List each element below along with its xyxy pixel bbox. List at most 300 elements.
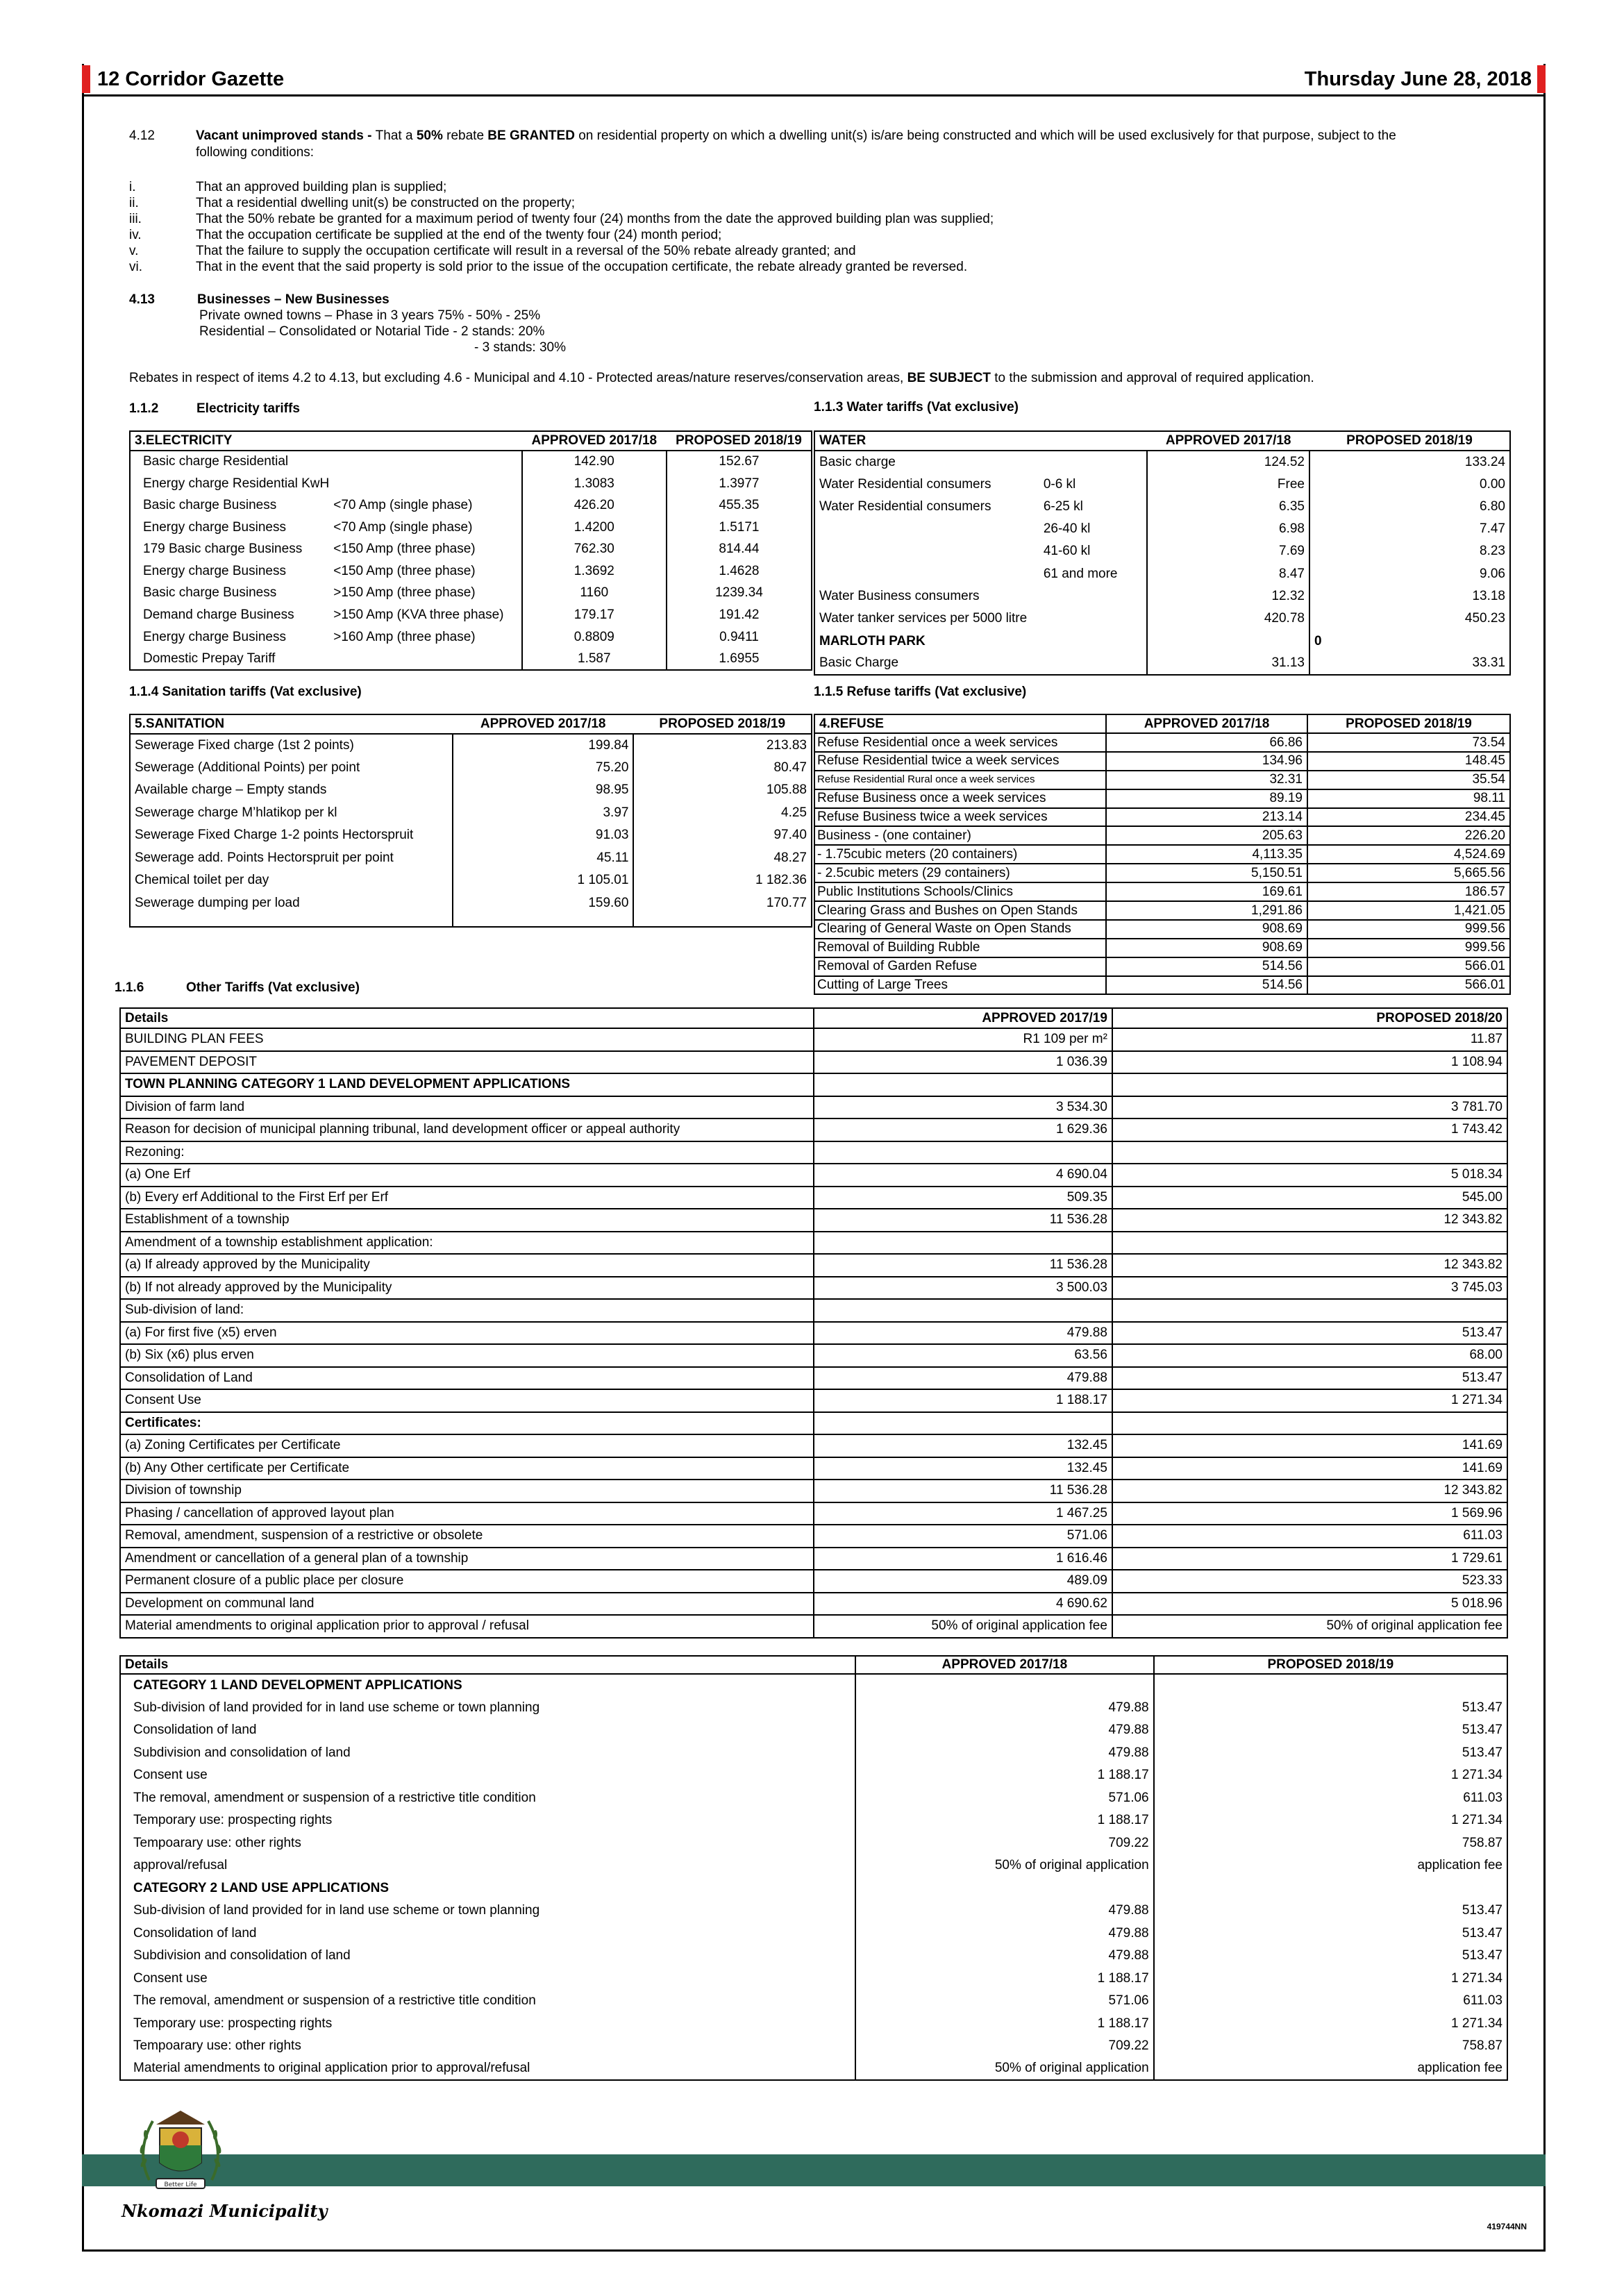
approved-value: 3 534.30 xyxy=(814,1096,1112,1119)
detail-item: Development on communal land xyxy=(120,1593,814,1616)
table-row xyxy=(120,1719,1507,1742)
detail-item: (a) One Erf xyxy=(120,1164,814,1187)
detail-item: Division of township xyxy=(120,1480,814,1502)
condition-number: vi. xyxy=(129,260,142,274)
table-row xyxy=(120,1548,1507,1570)
tariff-condition: <150 Amp (three phase) xyxy=(333,542,476,557)
tariff-item: Cutting of Large Trees xyxy=(814,976,1106,995)
approved-value: 11 536.28 xyxy=(814,1480,1112,1502)
approved-value: 709.22 xyxy=(855,2035,1154,2058)
proposed-value: 611.03 xyxy=(1154,1990,1507,2013)
approved-value: Free xyxy=(1147,473,1309,495)
rebates-note: Rebates in respect of items 4.2 to 4.13, but excluding 4.6 - Municipal and 4.10 - Protected areas/nature reserves/conservation areas, BE SUBJECT to the submission and approval of required application. xyxy=(129,371,1314,385)
condition-text: That an approved building plan is supplied; xyxy=(196,180,447,194)
column-header: APPROVED 2017/18 xyxy=(855,1656,1154,1674)
table-row xyxy=(130,517,812,539)
approved-value: 6.35 xyxy=(1147,496,1309,518)
tariff-condition: >150 Amp (KVA three phase) xyxy=(333,607,504,623)
water-table-wrap xyxy=(814,430,1511,676)
detail-item: Reason for decision of municipal planning tribunal, land development officer or appeal authority xyxy=(120,1118,814,1141)
detail-item: Consent use xyxy=(133,1970,208,1986)
table-row xyxy=(814,733,1510,752)
table-row xyxy=(120,1922,1507,1945)
table-row xyxy=(130,802,812,825)
proposed-value: 1 271.34 xyxy=(1112,1389,1507,1412)
tariff-item: Water Residential consumers xyxy=(819,498,991,514)
detail-item: PAVEMENT DEPOSIT xyxy=(120,1051,814,1074)
heading-112: Electricity tariffs xyxy=(196,401,300,416)
tariff-item: Sewerage (Additional Points) per point xyxy=(135,760,360,775)
approved-value: 6.98 xyxy=(1147,518,1309,540)
table-row xyxy=(814,901,1510,920)
detail-item: Temporary use: prospecting rights xyxy=(133,1813,333,1828)
approved-value: 66.86 xyxy=(1106,733,1307,752)
proposed-value: 98.11 xyxy=(1307,789,1510,808)
table-row xyxy=(814,845,1510,864)
issue-date: Thursday June 28, 2018 xyxy=(1304,68,1532,90)
table-row xyxy=(120,1809,1507,1832)
approved-value: 8.47 xyxy=(1147,562,1309,585)
proposed-value: 152.67 xyxy=(667,451,812,473)
approved-value: 89.19 xyxy=(1106,789,1307,808)
column-header: PROPOSED 2018/19 xyxy=(659,717,786,732)
table-row xyxy=(130,626,812,648)
detail-item: Consolidation of land xyxy=(133,1723,257,1738)
detail-item: Consent Use xyxy=(120,1389,814,1412)
approved-value: 1 629.36 xyxy=(814,1118,1112,1141)
proposed-value: 566.01 xyxy=(1307,957,1510,976)
approved-value: 5,150.51 xyxy=(1106,864,1307,882)
condition-text: That the 50% rebate be granted for a maximum period of twenty four (24) months from the date the approved building plan was supplied; xyxy=(196,212,994,226)
condition-number: v. xyxy=(129,244,139,258)
proposed-value: 186.57 xyxy=(1307,882,1510,901)
proposed-value: 455.35 xyxy=(667,494,812,517)
table-row xyxy=(120,1028,1507,1051)
proposed-value xyxy=(1112,1073,1507,1096)
approved-value: 479.88 xyxy=(814,1322,1112,1345)
section-413-title: Businesses – New Businesses xyxy=(197,292,390,307)
heading-116-number: 1.1.6 xyxy=(115,980,144,995)
approved-value: 479.88 xyxy=(814,1367,1112,1390)
approved-value: 7.69 xyxy=(1147,540,1309,562)
proposed-value: 566.01 xyxy=(1307,976,1510,995)
tariff-item xyxy=(814,518,1044,540)
refuse-table xyxy=(814,714,1511,995)
approved-value: 1160 xyxy=(522,583,667,605)
table-row xyxy=(814,920,1510,939)
column-header: APPROVED 2017/18 xyxy=(1106,714,1307,733)
tariff-item: Removal of Building Rubble xyxy=(814,939,1106,957)
approved-value: 514.56 xyxy=(1106,957,1307,976)
tariff-item: Basic charge xyxy=(819,454,896,469)
refuse-table-wrap xyxy=(814,714,1511,995)
proposed-value: 33.31 xyxy=(1309,653,1510,675)
section-number-413: 4.13 xyxy=(129,292,155,307)
approved-value: 479.88 xyxy=(855,1719,1154,1742)
table-row xyxy=(120,1764,1507,1787)
approved-value: 479.88 xyxy=(855,1742,1154,1765)
approved-value: 762.30 xyxy=(522,538,667,560)
approved-value: 32.31 xyxy=(1106,771,1307,789)
proposed-value: 0 xyxy=(1309,630,1510,652)
column-header: APPROVED 2017/18 xyxy=(531,433,658,449)
approved-value: 1 188.17 xyxy=(855,1968,1154,1991)
approved-value: 1.3692 xyxy=(522,560,667,583)
notice-code: 419744NN xyxy=(1487,2222,1527,2231)
table-row xyxy=(130,451,812,473)
column-header: PROPOSED 2018/19 xyxy=(1346,433,1473,449)
proposed-value: 1 271.34 xyxy=(1154,2013,1507,2036)
tariff-condition xyxy=(333,648,521,670)
detail-item: Removal, amendment, suspension of a restrictive or obsolete xyxy=(120,1525,814,1548)
tariff-item: Energy charge Business xyxy=(143,519,286,535)
column-header: PROPOSED 2018/19 xyxy=(1307,714,1510,733)
detail-item: Phasing / cancellation of approved layout plan xyxy=(120,1502,814,1525)
table-row xyxy=(130,847,812,870)
proposed-value: 1 569.96 xyxy=(1112,1502,1507,1525)
approved-value: 91.03 xyxy=(453,824,634,847)
table-row xyxy=(814,451,1510,473)
tariff-item: Removal of Garden Refuse xyxy=(814,957,1106,976)
section-412-text: Vacant unimproved stands - That a 50% rebate BE GRANTED on residential property on which a dwelling unit(s) is/are being constructed and which will be used exclusively for that purpose, subject to the xyxy=(196,128,1396,143)
table-row xyxy=(130,869,812,892)
proposed-value: 0.9411 xyxy=(667,626,812,648)
other-tariffs-table-wrap xyxy=(119,1007,1508,1639)
proposed-value: 545.00 xyxy=(1112,1187,1507,1209)
approved-value: 479.88 xyxy=(855,1922,1154,1945)
table-row xyxy=(120,1209,1507,1232)
electricity-table xyxy=(129,430,812,671)
proposed-value: 5,665.56 xyxy=(1307,864,1510,882)
table-row xyxy=(130,757,812,780)
proposed-value: application fee xyxy=(1154,1854,1507,1877)
proposed-value: 1 271.34 xyxy=(1154,1968,1507,1991)
approved-value xyxy=(814,1073,1112,1096)
tariff-item: Chemical toilet per day xyxy=(135,873,269,888)
heading-114: 1.1.4 Sanitation tariffs (Vat exclusive) xyxy=(129,685,362,699)
tariff-condition: >150 Amp (three phase) xyxy=(333,585,476,601)
approved-value: 1.3083 xyxy=(522,473,667,495)
approved-value: 12.32 xyxy=(1147,585,1309,607)
detail-item: Amendment of a township establishment application: xyxy=(120,1232,814,1255)
proposed-value: 170.77 xyxy=(633,892,812,915)
proposed-value: 611.03 xyxy=(1154,1787,1507,1810)
proposed-value: 133.24 xyxy=(1309,451,1510,473)
tariff-item: Refuse Residential Rural once a week services xyxy=(814,771,1106,789)
detail-item: (a) If already approved by the Municipality xyxy=(120,1254,814,1277)
proposed-value xyxy=(1112,1412,1507,1435)
approved-value: 50% of original application xyxy=(855,1854,1154,1877)
condition-text: That a residential dwelling unit(s) be constructed on the property; xyxy=(196,196,576,210)
table-row xyxy=(120,1854,1507,1877)
table-row xyxy=(814,473,1510,495)
approved-value: 11 536.28 xyxy=(814,1254,1112,1277)
approved-value: 4 690.04 xyxy=(814,1164,1112,1187)
detail-item: Permanent closure of a public place per closure xyxy=(120,1570,814,1593)
approved-value xyxy=(1147,630,1309,652)
header-accent-right xyxy=(1537,65,1546,93)
tariff-item: Sewerage charge M’hlatikop per kl xyxy=(135,805,337,820)
tariff-item: Available charge – Empty stands xyxy=(135,782,327,798)
tariff-item: Public Institutions Schools/Clinics xyxy=(814,882,1106,901)
tariff-item: MARLOTH PARK xyxy=(819,633,926,648)
detail-item: Certificates: xyxy=(120,1412,814,1435)
proposed-value: 1 729.61 xyxy=(1112,1548,1507,1570)
tariff-condition: <70 Amp (single phase) xyxy=(333,519,473,535)
table-row xyxy=(814,585,1510,607)
tariff-item: Basic charge Business xyxy=(143,498,277,513)
table-row xyxy=(120,1277,1507,1300)
tariff-item: Business - (one container) xyxy=(814,826,1106,845)
approved-value: 169.61 xyxy=(1106,882,1307,901)
approved-value xyxy=(814,1141,1112,1164)
table-row xyxy=(130,494,812,517)
proposed-value: 7.47 xyxy=(1309,518,1510,540)
sanitation-table xyxy=(129,714,812,928)
table-row xyxy=(120,1164,1507,1187)
table-row xyxy=(120,1434,1507,1457)
detail-item: The removal, amendment or suspension of a restrictive title condition xyxy=(133,1993,536,2009)
condition-number: iii. xyxy=(129,212,142,226)
column-header: 4.REFUSE xyxy=(814,714,1106,733)
proposed-value: 513.47 xyxy=(1154,1719,1507,1742)
tariff-condition: >160 Amp (three phase) xyxy=(333,629,476,644)
tariff-condition: <150 Amp (three phase) xyxy=(333,563,476,578)
table-row xyxy=(814,882,1510,901)
approved-value: 31.13 xyxy=(1147,653,1309,675)
proposed-value: 611.03 xyxy=(1112,1525,1507,1548)
table-row xyxy=(120,1615,1507,1638)
tariff-condition xyxy=(333,473,521,495)
detail-item: Division of farm land xyxy=(120,1096,814,1119)
approved-value: 489.09 xyxy=(814,1570,1112,1593)
approved-value: 479.88 xyxy=(855,1697,1154,1720)
table-row xyxy=(814,562,1510,585)
proposed-value: 141.69 xyxy=(1112,1434,1507,1457)
details-table-wrap xyxy=(119,1655,1508,2081)
table-row xyxy=(120,1187,1507,1209)
detail-item: Temporary use: prospecting rights xyxy=(133,2016,333,2031)
heading-115: 1.1.5 Refuse tariffs (Vat exclusive) xyxy=(814,685,1027,699)
proposed-value: 191.42 xyxy=(667,604,812,626)
tariff-band: 61 and more xyxy=(1043,566,1118,581)
tariff-item: Refuse Residential twice a week services xyxy=(814,752,1106,771)
tariff-item: Energy charge Business xyxy=(143,629,286,644)
proposed-value: 1 182.36 xyxy=(633,869,812,892)
column-header: APPROVED 2017/18 xyxy=(1165,433,1291,449)
table-row xyxy=(130,473,812,495)
proposed-value: 0.00 xyxy=(1309,473,1510,495)
approved-value: 1,291.86 xyxy=(1106,901,1307,920)
table-row xyxy=(120,1990,1507,2013)
tariff-item: Water tanker services per 5000 litre xyxy=(819,611,1028,626)
detail-item: Material amendments to original application prior to approval / refusal xyxy=(120,1615,814,1638)
column-header: PROPOSED 2018/19 xyxy=(676,433,802,449)
tariff-item: Basic Charge xyxy=(819,655,899,671)
proposed-value: 513.47 xyxy=(1112,1322,1507,1345)
approved-value: 426.20 xyxy=(522,494,667,517)
detail-item: Consolidation of Land xyxy=(120,1367,814,1390)
table-row xyxy=(120,1412,1507,1435)
proposed-value: 8.23 xyxy=(1309,540,1510,562)
table-row xyxy=(814,864,1510,882)
section-412-title: Vacant unimproved stands - xyxy=(196,128,376,143)
approved-value: 1 188.17 xyxy=(855,1809,1154,1832)
proposed-value: 1.6955 xyxy=(667,648,812,670)
table-row xyxy=(814,771,1510,789)
proposed-value: application fee xyxy=(1154,2058,1507,2081)
proposed-value: 523.33 xyxy=(1112,1570,1507,1593)
table-row xyxy=(130,734,812,757)
proposed-value: 4.25 xyxy=(633,802,812,825)
proposed-value: 12 343.82 xyxy=(1112,1209,1507,1232)
tariff-band xyxy=(1044,451,1148,473)
header-rule xyxy=(82,94,1546,97)
tariff-item: - 1.75cubic meters (20 containers) xyxy=(814,845,1106,864)
approved-value: 142.90 xyxy=(522,451,667,473)
approved-value: 0.8809 xyxy=(522,626,667,648)
tariff-band: 26-40 kl xyxy=(1043,521,1091,537)
approved-value: 1 467.25 xyxy=(814,1502,1112,1525)
condition-number: ii. xyxy=(129,196,139,210)
proposed-value: 1 271.34 xyxy=(1154,1764,1507,1787)
table-row xyxy=(130,583,812,605)
proposed-value: 1.3977 xyxy=(667,473,812,495)
table-row xyxy=(120,1051,1507,1074)
proposed-value: 35.54 xyxy=(1307,771,1510,789)
table-row xyxy=(120,1968,1507,1991)
approved-value: 509.35 xyxy=(814,1187,1112,1209)
approved-value: 1 188.17 xyxy=(814,1389,1112,1412)
tariff-item: Clearing of General Waste on Open Stands xyxy=(814,920,1106,939)
details-table xyxy=(119,1655,1508,2081)
column-header: PROPOSED 2018/19 xyxy=(1154,1656,1507,1674)
detail-item: (b) Every erf Additional to the First Erf per Erf xyxy=(120,1187,814,1209)
table-row xyxy=(130,648,812,670)
tariff-item: Basic charge Business xyxy=(143,585,277,601)
approved-value xyxy=(814,1232,1112,1255)
detail-item: Material amendments to original application prior to approval/refusal xyxy=(133,2061,530,2076)
table-row xyxy=(120,1900,1507,1922)
approved-value: 132.45 xyxy=(814,1457,1112,1480)
proposed-value: 513.47 xyxy=(1154,1900,1507,1922)
bottom-rule xyxy=(82,2249,1546,2252)
other-tariffs-table xyxy=(119,1007,1508,1639)
proposed-value: 513.47 xyxy=(1154,1945,1507,1968)
table-row xyxy=(814,957,1510,976)
proposed-value: 68.00 xyxy=(1112,1344,1507,1367)
tariff-band xyxy=(1044,653,1148,675)
water-table xyxy=(814,430,1511,676)
condition-text: That the occupation certificate be supplied at the end of the twenty four (24) month period; xyxy=(196,228,722,242)
column-header: PROPOSED 2018/20 xyxy=(1112,1008,1507,1028)
proposed-value: 5 018.96 xyxy=(1112,1593,1507,1616)
proposed-value: 513.47 xyxy=(1154,1742,1507,1765)
table-row xyxy=(814,630,1510,652)
proposed-value xyxy=(1154,1877,1507,1900)
detail-item: (a) Zoning Certificates per Certificate xyxy=(120,1434,814,1457)
table-row xyxy=(120,1480,1507,1502)
condition-text: That the failure to supply the occupation certificate will result in a reversal of the 50% rebate already granted; and xyxy=(196,244,856,258)
approved-value: 571.06 xyxy=(855,1990,1154,2013)
tariff-item: Sewerage Fixed Charge 1-2 points Hectorspruit xyxy=(135,828,414,843)
proposed-value: 758.87 xyxy=(1154,2035,1507,2058)
approved-value: 1 188.17 xyxy=(855,2013,1154,2036)
table-row xyxy=(120,1322,1507,1345)
detail-item: CATEGORY 2 LAND USE APPLICATIONS xyxy=(133,1880,390,1895)
approved-value: 45.11 xyxy=(453,847,634,870)
table-row xyxy=(120,1697,1507,1720)
tariff-item: - 2.5cubic meters (29 containers) xyxy=(814,864,1106,882)
detail-item: Sub-division of land: xyxy=(120,1299,814,1322)
condition-text: That in the event that the said property is sold prior to the issue of the occupation certificate, the rebate already granted be reversed. xyxy=(196,260,968,274)
table-row xyxy=(120,1945,1507,1968)
proposed-value xyxy=(1112,1299,1507,1322)
approved-value: 479.88 xyxy=(855,1900,1154,1922)
proposed-value: 1.5171 xyxy=(667,517,812,539)
sanitation-table-wrap xyxy=(129,714,812,928)
table-row xyxy=(120,1832,1507,1855)
detail-item: (b) If not already approved by the Municipality xyxy=(120,1277,814,1300)
table-row xyxy=(130,538,812,560)
approved-value: 514.56 xyxy=(1106,976,1307,995)
tariff-item: Basic charge Residential xyxy=(143,454,289,469)
detail-item: (b) Any Other certificate per Certificate xyxy=(120,1457,814,1480)
table-row xyxy=(120,1096,1507,1119)
detail-item: Amendment or cancellation of a general plan of a township xyxy=(120,1548,814,1570)
detail-item: BUILDING PLAN FEES xyxy=(120,1028,814,1051)
detail-item: (a) For first five (x5) erven xyxy=(120,1322,814,1345)
tariff-item: Refuse Residential once a week services xyxy=(814,733,1106,752)
electricity-table-wrap xyxy=(129,430,812,671)
proposed-value: 513.47 xyxy=(1154,1922,1507,1945)
detail-item: TOWN PLANNING CATEGORY 1 LAND DEVELOPMENT APPLICATIONS xyxy=(120,1073,814,1096)
table-row xyxy=(130,604,812,626)
tariff-item xyxy=(814,562,1044,585)
approved-value xyxy=(855,1674,1154,1697)
table-row xyxy=(120,2058,1507,2081)
approved-value: 1 188.17 xyxy=(855,1764,1154,1787)
table-row xyxy=(120,1742,1507,1765)
table-row xyxy=(814,607,1510,630)
section-413-line1: Private owned towns – Phase in 3 years 75% - 50% - 25% xyxy=(199,308,541,323)
table-row xyxy=(814,540,1510,562)
table-row xyxy=(120,1141,1507,1164)
proposed-value: 11.87 xyxy=(1112,1028,1507,1051)
approved-value xyxy=(814,1299,1112,1322)
detail-item: Subdivision and consolidation of land xyxy=(133,1948,351,1963)
approved-value: 709.22 xyxy=(855,1832,1154,1855)
approved-value: 11 536.28 xyxy=(814,1209,1112,1232)
section-413-line2: Residential – Consolidated or Notarial Tide - 2 stands: 20% xyxy=(199,324,545,339)
table-row xyxy=(120,1502,1507,1525)
proposed-value: 213.83 xyxy=(633,734,812,757)
approved-value: 1 105.01 xyxy=(453,869,634,892)
proposed-value: 73.54 xyxy=(1307,733,1510,752)
table-row xyxy=(814,976,1510,995)
detail-item: Establishment of a township xyxy=(120,1209,814,1232)
column-header: 5.SANITATION xyxy=(135,717,225,732)
condition-number: i. xyxy=(129,180,136,194)
approved-value: 571.06 xyxy=(855,1787,1154,1810)
tariff-band xyxy=(1044,607,1148,630)
proposed-value: 148.45 xyxy=(1307,752,1510,771)
proposed-value: 50% of original application fee xyxy=(1112,1615,1507,1638)
table-row xyxy=(120,1787,1507,1810)
tariff-item: Refuse Business once a week services xyxy=(814,789,1106,808)
gazette-title: 12 Corridor Gazette xyxy=(97,68,285,90)
proposed-value: 80.47 xyxy=(633,757,812,780)
